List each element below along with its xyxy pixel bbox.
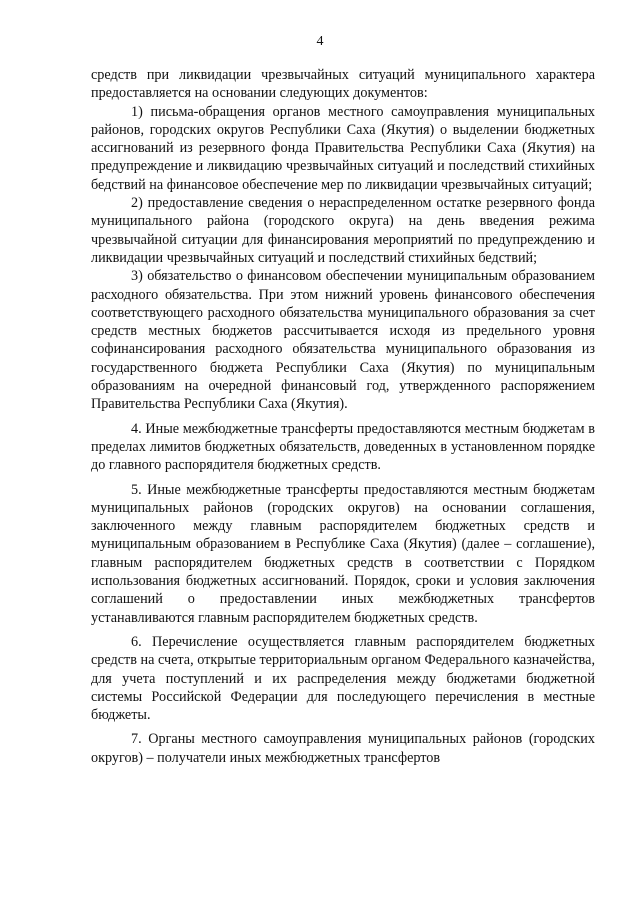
- paragraph-item-1: 1) письма-обращения органов местного самоуправления муниципальных районов, городских округов Республики Саха (Якутия) о выделении бюджетных ассигнований из резервного фонда Правительства Республики Саха (Якутия) на предупреждение и ликвидацию чрезвычайных ситуаций и последствий стихийных бедствий на финансовое обеспечение мер по ликвидации чрезвычайных ситуаций;: [91, 103, 595, 193]
- paragraph-item-3: 3) обязательство о финансовом обеспечении муниципальным образованием расходного обязательства. При этом нижний уровень финансового обеспечения соответствующего расходного обязательства муниципального образования за счет средств местных бюджетов рассчитывается исходя из предельного уровня софинансирования расходного обязательства муниципального образования из государственного бюджета Республики Саха (Якутия) по муниципальным образованиям на очередной финансовый год, утвержденного распоряжением Правительства Республики Саха (Якутия).: [91, 268, 595, 413]
- paragraph-section-7: 7. Органы местного самоуправления муниципальных районов (городских округов) – получатели иных межбюджетных трансфертов: [91, 731, 595, 766]
- paragraph-section-6: 6. Перечисление осуществляется главным распорядителем бюджетных средств на счета, открытые территориальным органом Федерального казначейства, для учета поступлений и их распределения между бюджетами бюджетной системы Российской Федерации для последующего перечисления в местные бюджеты.: [91, 633, 595, 724]
- paragraph-section-5: 5. Иные межбюджетные трансферты предоставляются местным бюджетам муниципальных районов (городских округов) на основании соглашения, заключенного между главным распорядителем бюджетных средств и муниципальным образованием в Республике Саха (Якутия) (далее – соглашение), главным распорядителем бюджетных средств в соответствии с Порядком использования бюджетных ассигнований. Порядок, сроки и условия заключения соглашений о предоставлении иных межбюджетных трансфертов устанавливаются главным распорядителем бюджетных средств.: [91, 481, 595, 626]
- page-number: 4: [316, 34, 324, 49]
- document-body: [91, 66, 595, 767]
- paragraph-item-2: 2) предоставление сведения о нераспределенном остатке резервного фонда муниципального района (городского округа) на день введения режима чрезвычайной ситуации для финансирования мероприятий по предупреждению и ликвидации чрезвычайных ситуаций и последствий стихийных бедствий;: [91, 195, 595, 266]
- paragraph-section-4: 4. Иные межбюджетные трансферты предоставляются местным бюджетам в пределах лимитов бюджетных обязательств, доведенных в установленном порядке до главного распорядителя бюджетных средств.: [91, 420, 595, 474]
- paragraph-continuation: средств при ликвидации чрезвычайных ситуаций муниципального характера предоставляется на основании следующих документов:: [91, 67, 595, 102]
